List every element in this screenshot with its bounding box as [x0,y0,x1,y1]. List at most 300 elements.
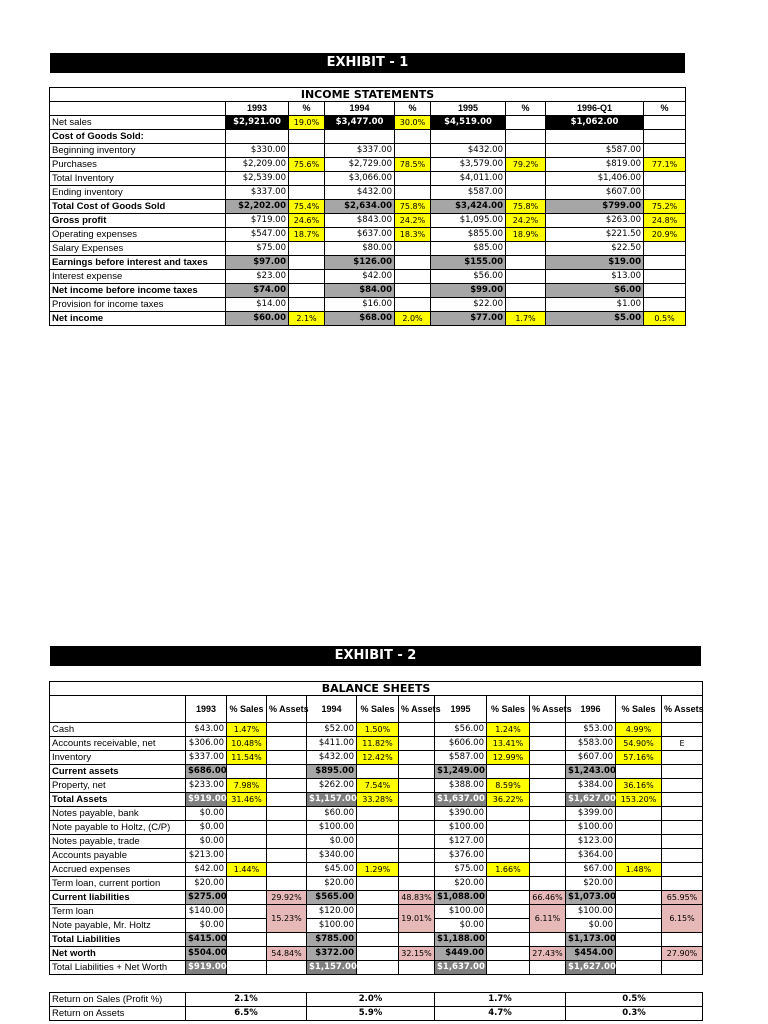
value-cell: $213.00 [186,849,227,863]
sales-percent-cell [227,849,267,863]
value-cell: $1,157.00 [307,793,357,807]
col-header: % Sales [357,696,399,723]
percent-cell: 18.7% [289,228,325,242]
value-cell: $80.00 [325,242,395,256]
sales-percent-cell: 1.48% [616,863,662,877]
sales-percent-cell [487,807,530,821]
percent-cell: 75.8% [395,200,431,214]
sales-percent-cell [487,919,530,933]
sales-percent-cell: 1.24% [487,723,530,737]
value-cell: $6.00 [546,284,644,298]
percent-cell [395,256,431,270]
value-cell: $43.00 [186,723,227,737]
percent-cell [506,270,546,284]
value-cell [226,130,289,144]
percent-cell [506,284,546,298]
row-label: Interest expense [50,270,226,284]
percent-cell [644,298,686,312]
value-cell: $0.00 [186,821,227,835]
assets-percent-cell [662,723,703,737]
percent-cell [289,172,325,186]
value-cell: $919.00 [186,793,227,807]
sales-percent-cell: 36.16% [616,779,662,793]
value-cell: $1,073.00 [566,891,616,905]
value-cell: $399.00 [566,807,616,821]
value-cell: $565.00 [307,891,357,905]
percent-cell [289,284,325,298]
sales-percent-cell [616,765,662,779]
table-row [50,849,703,863]
percent-cell [506,242,546,256]
col-header: % Assets [399,696,435,723]
sales-percent-cell [357,891,399,905]
assets-percent-cell: E [662,737,703,751]
assets-percent-cell [662,821,703,835]
sales-percent-cell [227,891,267,905]
assets-percent-cell [662,877,703,891]
value-cell: $56.00 [435,723,487,737]
sales-percent-cell: 8.59% [487,779,530,793]
table-row [50,793,703,807]
assets-percent-cell [267,723,307,737]
row-label: Current assets [50,765,186,779]
percent-cell [289,270,325,284]
percent-cell: 78.5% [395,158,431,172]
sales-percent-cell: 33.28% [357,793,399,807]
value-cell: $60.00 [307,807,357,821]
value-cell: $67.00 [566,863,616,877]
sales-percent-cell: 31.46% [227,793,267,807]
percent-cell [395,270,431,284]
assets-percent-cell: 66.46% [530,891,566,905]
value-cell: $3,579.00 [431,158,506,172]
sales-percent-cell: 1.29% [357,863,399,877]
table-row [50,961,703,975]
row-label: Earnings before interest and taxes [50,256,226,270]
value-cell: $686.00 [186,765,227,779]
sales-percent-cell: 57.16% [616,751,662,765]
row-label: Notes payable, trade [50,835,186,849]
value-cell: $895.00 [307,765,357,779]
exhibit-1-banner: EXHIBIT - 1 [50,53,685,73]
assets-percent-cell [267,737,307,751]
assets-percent-cell [530,821,566,835]
value-cell: $2,729.00 [325,158,395,172]
value-cell: $583.00 [566,737,616,751]
sales-percent-cell [357,961,399,975]
value-cell: $20.00 [186,877,227,891]
ratio-label: Return on Assets [50,1007,186,1021]
value-cell: $1,173.00 [566,933,616,947]
assets-percent-cell [399,807,435,821]
row-label: Accounts payable [50,849,186,863]
value-cell: $20.00 [307,877,357,891]
value-cell: $1,637.00 [435,961,487,975]
sales-percent-cell [487,933,530,947]
percent-cell [289,130,325,144]
row-label: Cash [50,723,186,737]
header-blank [50,696,186,723]
assets-percent-cell: 32.15% [399,947,435,961]
percent-cell: 24.6% [289,214,325,228]
value-cell: $337.00 [226,186,289,200]
sales-percent-cell [616,877,662,891]
value-cell: $16.00 [325,298,395,312]
ratio-value: 4.7% [435,1007,566,1021]
col-header: 1995 [431,102,506,116]
percent-cell: 75.8% [506,200,546,214]
assets-percent-cell [530,765,566,779]
sales-percent-cell [227,961,267,975]
sales-percent-cell [487,961,530,975]
col-header: % Sales [487,696,530,723]
ratio-row [50,993,703,1007]
assets-percent-cell: 15.23% [267,905,307,933]
value-cell: $14.00 [226,298,289,312]
col-header: 1993 [226,102,289,116]
value-cell: $547.00 [226,228,289,242]
value-cell: $52.00 [307,723,357,737]
ratio-value: 2.1% [186,993,307,1007]
balance-sheets-table [49,681,703,975]
value-cell: $20.00 [435,877,487,891]
table-row [50,270,686,284]
table-row [50,821,703,835]
sales-percent-cell: 4.99% [616,723,662,737]
value-cell: $306.00 [186,737,227,751]
table-row [50,256,686,270]
value-cell: $1,243.00 [566,765,616,779]
percent-cell [506,186,546,200]
table-row [50,116,686,130]
percent-cell [644,256,686,270]
value-cell: $120.00 [307,905,357,919]
value-cell: $75.00 [435,863,487,877]
value-cell: $0.00 [566,919,616,933]
value-cell: $337.00 [325,144,395,158]
percent-cell: 75.2% [644,200,686,214]
value-cell: $140.00 [186,905,227,919]
sales-percent-cell [616,919,662,933]
table-row [50,905,703,919]
percent-cell: 79.2% [506,158,546,172]
value-cell: $1,249.00 [435,765,487,779]
income-statements-title: INCOME STATEMENTS [50,88,686,102]
sales-percent-cell [616,807,662,821]
sales-percent-cell [487,947,530,961]
value-cell: $372.00 [307,947,357,961]
value-cell: $127.00 [435,835,487,849]
assets-percent-cell: 65.95% [662,891,703,905]
assets-percent-cell [530,961,566,975]
ratio-value: 0.5% [566,993,703,1007]
col-header: % [395,102,431,116]
value-cell: $1,088.00 [435,891,487,905]
sales-percent-cell [227,919,267,933]
col-header: % Sales [616,696,662,723]
value-cell: $262.00 [307,779,357,793]
value-cell: $606.00 [435,737,487,751]
col-header: 1996-Q1 [546,102,644,116]
assets-percent-cell [399,723,435,737]
row-label: Total Cost of Goods Sold [50,200,226,214]
value-cell: $263.00 [546,214,644,228]
row-label: Salary Expenses [50,242,226,256]
assets-percent-cell [399,835,435,849]
percent-cell [395,242,431,256]
assets-percent-cell [267,933,307,947]
sales-percent-cell [487,891,530,905]
value-cell: $449.00 [435,947,487,961]
value-cell: $19.00 [546,256,644,270]
sales-percent-cell [357,933,399,947]
col-header: % Sales [227,696,267,723]
value-cell: $919.00 [186,961,227,975]
table-row [50,891,703,905]
value-cell: $719.00 [226,214,289,228]
sales-percent-cell: 10.48% [227,737,267,751]
table-row [50,877,703,891]
table-row [50,765,703,779]
sales-percent-cell: 1.50% [357,723,399,737]
percent-cell [395,144,431,158]
assets-percent-cell [267,779,307,793]
ratio-value: 1.7% [435,993,566,1007]
sales-percent-cell: 13.41% [487,737,530,751]
sales-percent-cell: 11.82% [357,737,399,751]
sales-percent-cell [227,933,267,947]
row-label: Purchases [50,158,226,172]
percent-cell [289,256,325,270]
col-header: % [289,102,325,116]
assets-percent-cell [399,961,435,975]
row-label: Total Inventory [50,172,226,186]
table-row [50,200,686,214]
row-label: Operating expenses [50,228,226,242]
assets-percent-cell [530,779,566,793]
percent-cell [506,116,546,130]
assets-percent-cell [399,933,435,947]
sales-percent-cell [357,821,399,835]
value-cell: $432.00 [307,751,357,765]
value-cell: $53.00 [566,723,616,737]
value-cell: $0.00 [435,919,487,933]
sales-percent-cell [487,849,530,863]
sales-percent-cell [616,891,662,905]
value-cell: $56.00 [431,270,506,284]
value-cell: $100.00 [566,905,616,919]
value-cell: $637.00 [325,228,395,242]
value-cell: $2,539.00 [226,172,289,186]
sales-percent-cell [357,835,399,849]
value-cell: $23.00 [226,270,289,284]
assets-percent-cell [267,961,307,975]
percent-cell [644,270,686,284]
value-cell: $68.00 [325,312,395,326]
value-cell: $819.00 [546,158,644,172]
balance-sheets-title: BALANCE SHEETS [50,682,703,696]
table-row [50,242,686,256]
percent-cell: 24.2% [506,214,546,228]
sales-percent-cell [357,807,399,821]
value-cell: $1,627.00 [566,961,616,975]
value-cell: $607.00 [546,186,644,200]
sales-percent-cell [616,961,662,975]
value-cell: $388.00 [435,779,487,793]
sales-percent-cell [616,835,662,849]
table-row [50,298,686,312]
value-cell: $785.00 [307,933,357,947]
value-cell: $2,921.00 [226,116,289,130]
sales-percent-cell [487,877,530,891]
sales-percent-cell: 1.66% [487,863,530,877]
col-header: % [506,102,546,116]
assets-percent-cell [662,933,703,947]
sales-percent-cell [487,821,530,835]
value-cell: $415.00 [186,933,227,947]
percent-cell [644,116,686,130]
sales-percent-cell [487,765,530,779]
row-label: Provision for income taxes [50,298,226,312]
sales-percent-cell [227,905,267,919]
row-label: Property, net [50,779,186,793]
table-row [50,919,703,933]
assets-percent-cell [662,961,703,975]
table-row [50,284,686,298]
value-cell: $3,477.00 [325,116,395,130]
row-label: Notes payable, bank [50,807,186,821]
sales-percent-cell [616,821,662,835]
value-cell: $364.00 [566,849,616,863]
percent-cell [395,172,431,186]
assets-percent-cell [662,793,703,807]
value-cell: $100.00 [307,821,357,835]
ratio-value: 5.9% [307,1007,435,1021]
table-row [50,807,703,821]
value-cell: $60.00 [226,312,289,326]
value-cell: $0.00 [186,807,227,821]
assets-percent-cell [267,835,307,849]
value-cell: $233.00 [186,779,227,793]
assets-percent-cell [399,793,435,807]
header-blank [50,102,226,116]
value-cell [325,130,395,144]
row-label: Term loan [50,905,186,919]
percent-cell [644,144,686,158]
assets-percent-cell [399,751,435,765]
sales-percent-cell [487,905,530,919]
value-cell: $1,095.00 [431,214,506,228]
value-cell: $97.00 [226,256,289,270]
sales-percent-cell [357,849,399,863]
sales-percent-cell [616,849,662,863]
ratio-label: Return on Sales (Profit %) [50,993,186,1007]
value-cell: $0.00 [186,835,227,849]
percent-cell: 24.8% [644,214,686,228]
percent-cell: 24.2% [395,214,431,228]
sales-percent-cell: 12.99% [487,751,530,765]
table-row [50,186,686,200]
table-row [50,130,686,144]
assets-percent-cell: 27.43% [530,947,566,961]
value-cell: $5.00 [546,312,644,326]
row-label: Total Assets [50,793,186,807]
assets-percent-cell [530,835,566,849]
sales-percent-cell: 11.54% [227,751,267,765]
col-header: 1994 [325,102,395,116]
sales-percent-cell: 54.90% [616,737,662,751]
assets-percent-cell [662,849,703,863]
row-label: Inventory [50,751,186,765]
table-row [50,312,686,326]
row-label: Note payable, Mr. Holtz [50,919,186,933]
percent-cell: 18.3% [395,228,431,242]
percent-cell [644,284,686,298]
assets-percent-cell: 29.92% [267,891,307,905]
row-label: Beginning inventory [50,144,226,158]
assets-percent-cell [267,849,307,863]
value-cell: $275.00 [186,891,227,905]
percent-cell: 18.9% [506,228,546,242]
assets-percent-cell [530,863,566,877]
value-cell: $84.00 [325,284,395,298]
sales-percent-cell [616,933,662,947]
assets-percent-cell [530,877,566,891]
assets-percent-cell [399,737,435,751]
percent-cell [395,298,431,312]
percent-cell [506,298,546,312]
sales-percent-cell: 1.47% [227,723,267,737]
percent-cell: 75.4% [289,200,325,214]
value-cell: $376.00 [435,849,487,863]
col-header: % Assets [267,696,307,723]
col-header: 1995 [435,696,487,723]
percent-cell: 75.6% [289,158,325,172]
assets-percent-cell [399,877,435,891]
value-cell: $855.00 [431,228,506,242]
value-cell: $22.00 [431,298,506,312]
table-row [50,779,703,793]
row-label: Ending inventory [50,186,226,200]
value-cell: $99.00 [431,284,506,298]
row-label: Net worth [50,947,186,961]
table-row [50,172,686,186]
assets-percent-cell: 27.90% [662,947,703,961]
percent-cell [644,130,686,144]
assets-percent-cell [267,877,307,891]
assets-percent-cell [399,849,435,863]
row-label: Term loan, current portion [50,877,186,891]
assets-percent-cell [530,737,566,751]
sales-percent-cell [357,947,399,961]
assets-percent-cell: 6.15% [662,905,703,933]
sales-percent-cell: 1.44% [227,863,267,877]
assets-percent-cell [530,849,566,863]
value-cell: $587.00 [435,751,487,765]
value-cell: $330.00 [226,144,289,158]
assets-percent-cell [662,779,703,793]
assets-percent-cell: 19.01% [399,905,435,933]
assets-percent-cell [662,751,703,765]
value-cell: $4,011.00 [431,172,506,186]
col-header: % [644,102,686,116]
value-cell: $1,637.00 [435,793,487,807]
table-row [50,228,686,242]
ratio-value: 6.5% [186,1007,307,1021]
percent-cell [506,130,546,144]
value-cell: $100.00 [435,905,487,919]
assets-percent-cell [399,779,435,793]
